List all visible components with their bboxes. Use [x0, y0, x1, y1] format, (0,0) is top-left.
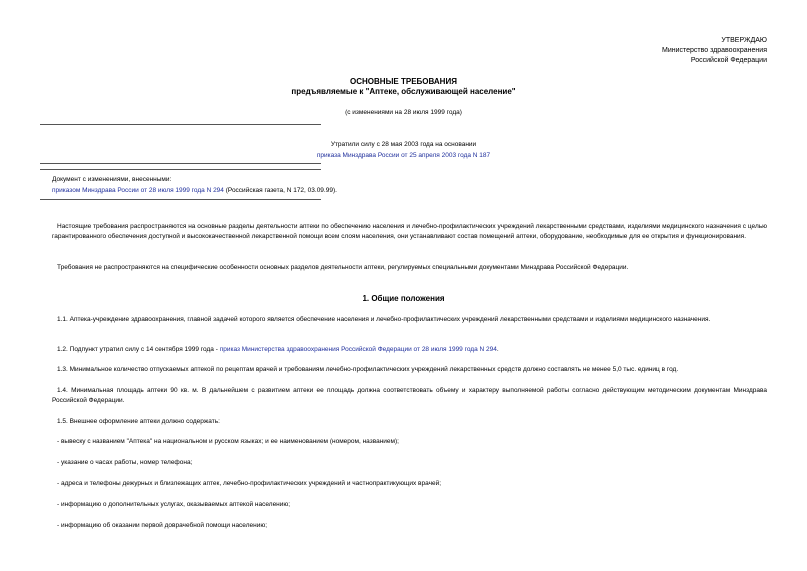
approval-block — [662, 36, 767, 66]
list-item: - адреса и телефоны дежурных и близлежащих аптек, лечебно-профилактических учреждений и частнопрактикующих врачей; — [57, 480, 442, 487]
clause-1-2-text: 1.2. Подпункт утратил силу с 14 сентября 1999 года - — [57, 346, 220, 353]
clause-1-3: 1.3. Минимальное количество отпускаемых аптекой по рецептам врачей и требованиям лечебно-профилактических учреждений лекарственных средств должно составлять не менее 5,0 тыс. единиц в год. — [57, 366, 679, 373]
clause-1-1: 1.1. Аптека-учреждение здравоохранения, главной задачей которого является обеспечение населения и лечебно-профилактических учреждений лекарственными средствами и изделиями медицинского назначения. — [57, 316, 711, 323]
approve-label: УТВЕРЖДАЮ — [721, 37, 767, 44]
intro-paragraph-1: Настоящие требования распространяются на основные разделы деятельности аптеки по обеспечению населения и лечебно-профилактических учреждений лекарственными средствами, изделиями медицинского назначения с целью гарантированного обеспечения доступной и высококачественной лекарственной помощи всем слоям населения, они устанавливают состав помещений аптеки, оборудование, необходимые для ее открытия и функционирования. — [52, 223, 767, 240]
list-item: - информацию о дополнительных услугах, оказываемых аптекой населению; — [57, 501, 291, 508]
lost-force-text: Утратили силу с 28 мая 2003 года на основании — [330, 141, 477, 148]
changes-note: (с изменениями на 28 июля 1999 года) — [345, 109, 462, 116]
divider — [40, 163, 321, 164]
approve-ministry: Министерство здравоохранения — [662, 47, 767, 54]
list-item: - информацию об оказании первой доврачебной помощи населению; — [57, 522, 268, 529]
clause-1-2-link[interactable]: приказ Министерства здравоохранения Российской Федерации от 28 июля 1999 года N 294 — [219, 346, 497, 353]
amendments-block — [52, 174, 337, 196]
clause-1-2-suffix: . — [496, 346, 499, 353]
approve-country: Российской Федерации — [690, 57, 767, 64]
divider — [40, 199, 321, 200]
lost-force-block — [0, 139, 807, 161]
amendments-suffix: (Российская газета, N 172, 03.09.99). — [223, 187, 337, 194]
divider — [40, 169, 321, 170]
document-title: ОСНОВНЫЕ ТРЕБОВАНИЯ — [350, 77, 457, 86]
document-subtitle: предъявляемые к "Аптеке, обслуживающей население" — [291, 87, 516, 96]
clause-1-4: 1.4. Минимальная площадь аптеки 90 кв. м. В дальнейшем с развитием аптеки ее площадь должна соответствовать объему и характеру выполняемой работы согласно действующим методическим документам Минздрава Российской Федерации. — [52, 387, 767, 404]
amendments-label: Документ с изменениями, внесенными: — [52, 176, 172, 183]
clause-1-5: 1.5. Внешнее оформление аптеки должно содержать: — [57, 418, 220, 425]
list-item: - указание о часах работы, номер телефона; — [57, 459, 193, 466]
section-heading: 1. Общие положения — [362, 294, 445, 303]
intro-paragraph-2: Требования не распространяются на специфические особенности основных разделов деятельности аптеки, регулируемых специальными документами Минздрава Российской Федерации. — [57, 264, 629, 271]
lost-force-link[interactable]: приказа Минздрава России от 25 апреля 2003 года N 187 — [316, 152, 491, 159]
clause-1-2 — [52, 345, 767, 355]
divider — [40, 124, 321, 125]
document-title-block — [0, 77, 807, 97]
list-item: - вывеску с названием "Аптека" на национальном и русском языках; и ее наименованием (номером, названием); — [57, 438, 399, 445]
amendments-link[interactable]: приказом Минздрава России от 28 июля 1999 года N 294 — [52, 187, 224, 194]
